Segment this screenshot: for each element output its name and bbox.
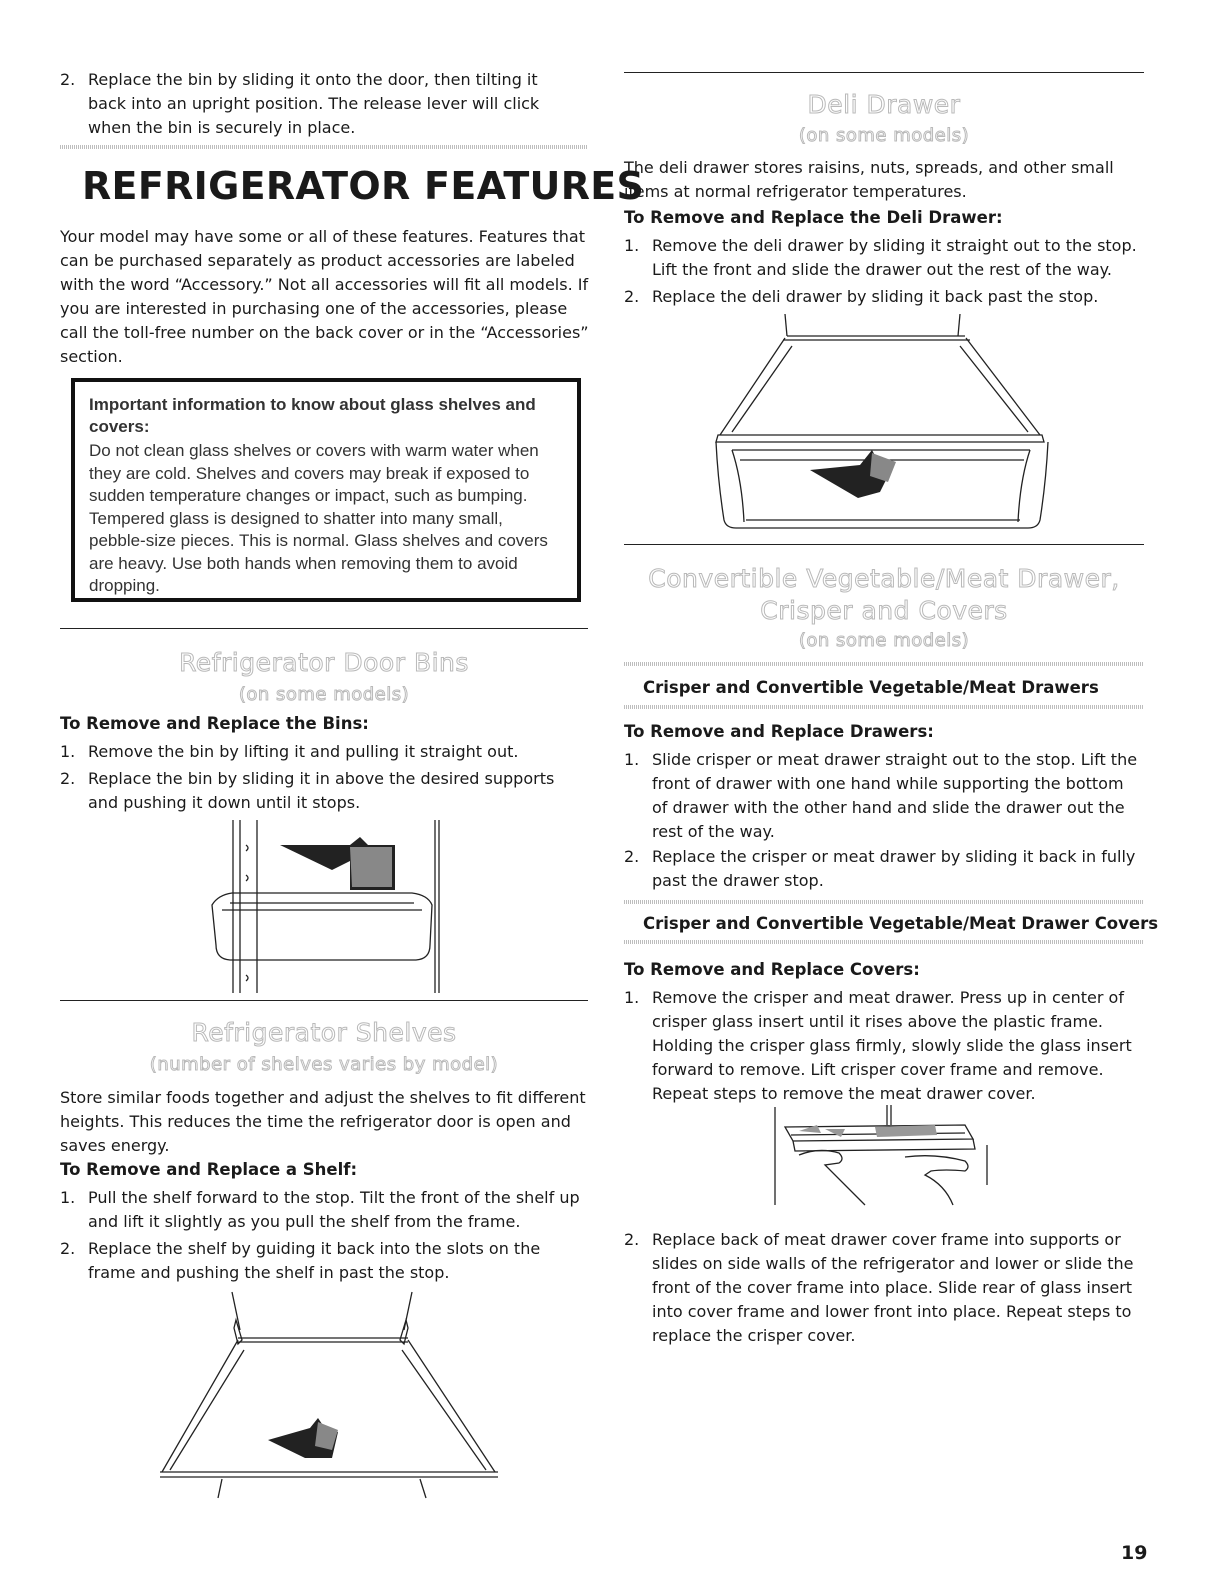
section-title: Refrigerator Door Bins (179, 648, 469, 677)
dotted-divider (624, 705, 1144, 709)
dotted-divider (624, 662, 1144, 666)
item-number: 2. (624, 287, 640, 306)
item-text: Remove the crisper and meat drawer. Press up in center of crisper glass insert until it rises above the plastic frame. Holding the crisper glass firmly, slowly slide the glass insert forward to remove. Lift crisper cover frame and remove. Repeat steps to remove the meat drawer cover. (652, 988, 1132, 1103)
item-number: 1. (60, 1188, 76, 1207)
dotted-divider (624, 940, 1144, 944)
subheading: To Remove and Replace the Deli Drawer: (624, 208, 1003, 227)
section-subtitle: (number of shelves varies by model) (149, 1054, 499, 1075)
item-text: Remove the bin by lifting it and pulling it straight out. (88, 742, 519, 761)
section-title-line2: Crisper and Covers (760, 596, 1008, 625)
item-number: 1. (60, 742, 76, 761)
item-text: Replace the bin by sliding it in above the desired supports and pushing it down until it stops. (88, 769, 555, 812)
item-text: Remove the deli drawer by sliding it straight out to the stop. Lift the front and slide the drawer out the rest of the way. (652, 236, 1137, 279)
section-divider (624, 544, 1144, 545)
subheading: To Remove and Replace Drawers: (624, 722, 934, 741)
list-item (624, 234, 1144, 282)
boxed-heading: Crisper and Convertible Vegetable/Meat Drawer Covers (643, 914, 1159, 933)
item-number: 1. (624, 236, 640, 255)
list-item (624, 986, 1144, 1106)
shelf-illustration (150, 1290, 510, 1500)
section-divider (624, 72, 1144, 73)
list-item (60, 1186, 590, 1234)
warning-body: Do not clean glass shelves or covers with warm water when they are cold. Shelves and covers may break if exposed to sudden temperature changes or impact, such as bumping. Tempered glass is designed to shatter into many small, pebble-size pieces. This is normal. Glass shelves and covers are heavy. Use both hands when removing them to avoid dropping. (89, 441, 548, 595)
page-title: REFRIGERATOR FEATURES (82, 164, 645, 208)
list-item (624, 285, 1144, 309)
section-subtitle: (on some models) (798, 630, 970, 651)
page-number: 19 (1121, 1542, 1148, 1564)
section-intro: The deli drawer stores raisins, nuts, spreads, and other small items at normal refrigerator temperatures. (624, 158, 1114, 201)
list-item (60, 68, 580, 140)
dotted-divider (60, 145, 588, 149)
intro-paragraph: Your model may have some or all of these features. Features that can be purchased separately as product accessories are labeled with the word “Accessory.” Not all accessories will fit all models. If you are interested in purchasing one of the accessories, please call the toll-free number on the back cover or in the “Accessories” section. (60, 227, 589, 366)
section-intro: Store similar foods together and adjust the shelves to fit different heights. This reduces the time the refrigerator door is open and saves energy. (60, 1088, 586, 1155)
item-text: Replace the bin by sliding it onto the door, then tilting it back into an upright position. The release lever will click when the bin is securely in place. (88, 70, 540, 137)
item-text: Replace the deli drawer by sliding it back past the stop. (652, 287, 1099, 306)
section-divider (60, 628, 588, 629)
item-text: Pull the shelf forward to the stop. Tilt the front of the shelf up and lift it slightly as you pull the shelf from the frame. (88, 1188, 580, 1231)
item-text: Slide crisper or meat drawer straight out to the stop. Lift the front of drawer with one hand while supporting the bottom of drawer with the other hand and slide the drawer out the rest of the way. (652, 750, 1138, 841)
item-number: 2. (60, 1239, 76, 1258)
section-divider (60, 1000, 588, 1001)
item-number: 2. (624, 1230, 640, 1249)
item-text: Replace the shelf by guiding it back into the slots on the frame and pushing the shelf in past the stop. (88, 1239, 541, 1282)
crisper-cover-illustration (765, 1105, 1010, 1215)
warning-title: Important information to know about glass shelves and covers: (89, 395, 536, 436)
item-number: 2. (60, 769, 76, 788)
item-text: Replace the crisper or meat drawer by sliding it back in fully past the drawer stop. (652, 847, 1136, 890)
item-number: 1. (624, 988, 640, 1007)
section-title: Deli Drawer (807, 90, 961, 119)
section-title: Refrigerator Shelves (191, 1018, 457, 1047)
subheading: To Remove and Replace a Shelf: (60, 1160, 358, 1179)
list-item (60, 1237, 580, 1285)
item-text: Replace back of meat drawer cover frame into supports or slides on side walls of the refrigerator and lower or slide the front of the cover frame into place. Slide rear of glass insert into cover frame and lower front into place. Repeat steps to replace the crisper cover. (652, 1230, 1134, 1345)
item-number: 1. (624, 750, 640, 769)
item-number: 2. (60, 70, 76, 89)
list-item (624, 1228, 1144, 1348)
section-subtitle: (on some models) (798, 125, 970, 146)
subheading: To Remove and Replace the Bins: (60, 714, 369, 733)
section-title: Convertible Vegetable/Meat Drawer, (648, 564, 1120, 593)
list-item (624, 748, 1144, 844)
list-item (60, 740, 580, 764)
list-item (624, 845, 1144, 893)
item-number: 2. (624, 847, 640, 866)
list-item (60, 767, 580, 815)
glass-warning-box (71, 378, 581, 602)
boxed-heading: Crisper and Convertible Vegetable/Meat Drawers (643, 678, 1099, 697)
dotted-divider (624, 900, 1144, 904)
deli-drawer-illustration (710, 310, 1055, 535)
subheading: To Remove and Replace Covers: (624, 960, 920, 979)
door-bin-illustration (200, 815, 460, 995)
section-subtitle: (on some models) (238, 684, 410, 705)
